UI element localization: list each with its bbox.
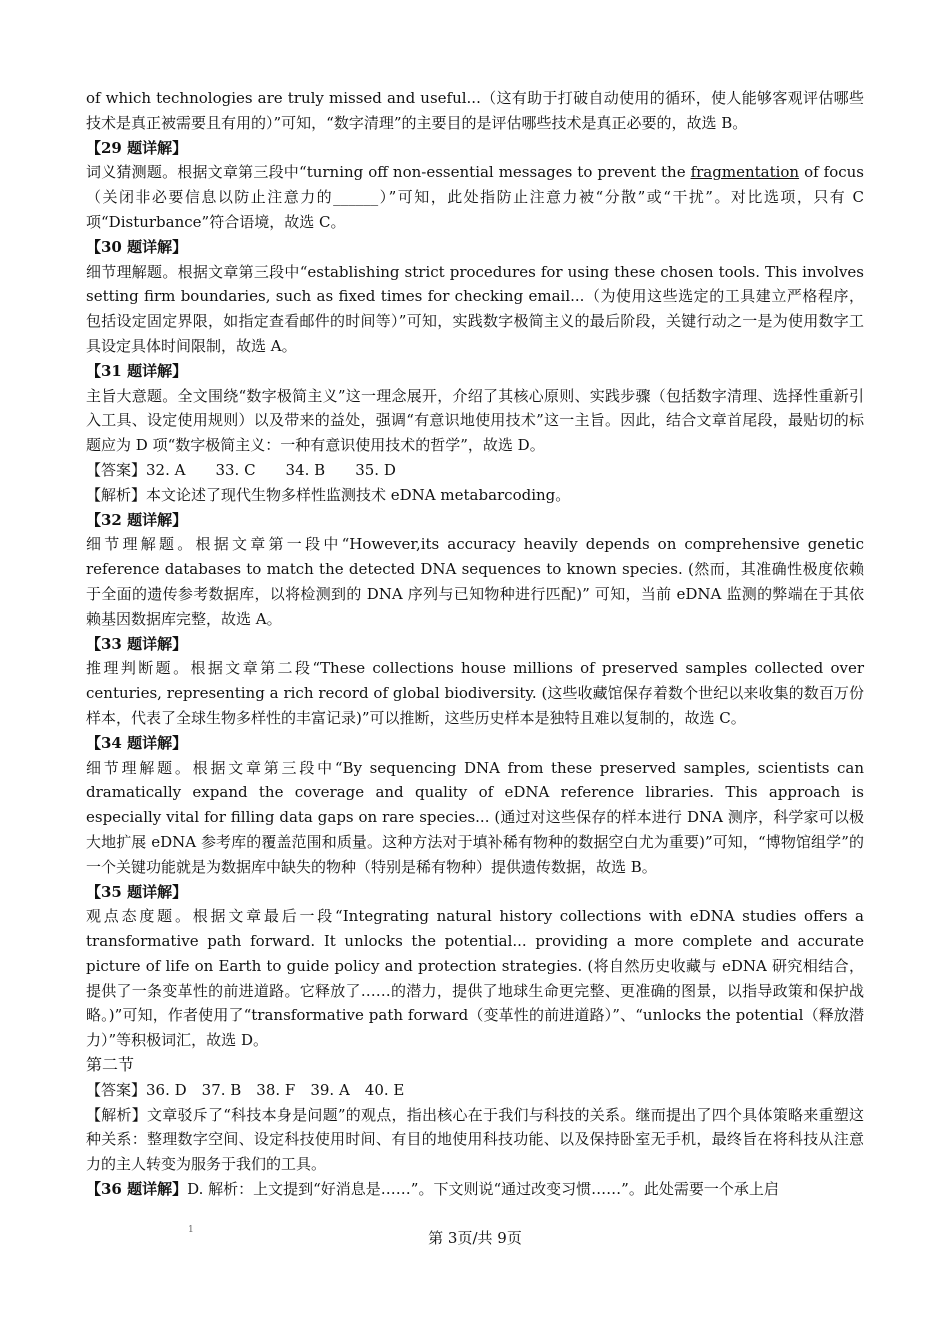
answers-36-40: 【答案】36. D 37. B 38. F 39. A 40. E bbox=[86, 1080, 405, 1099]
document-body bbox=[86, 86, 864, 1202]
paragraph-33: 推理判断题。根据文章第二段“These collections house millions of preserved samples collected over centuries, representing a rich record of global biodiversity. (这些收藏馆保存着数个世纪以来收集的数百万份样本，代表了全球生物多样性的丰富记录)”可以推断，这些历史样本是独特且难以复制的，故选 C。 bbox=[86, 659, 864, 727]
heading-29: 【29 题详解】 bbox=[86, 138, 188, 157]
heading-30: 【30 题详解】 bbox=[86, 237, 188, 256]
heading-31: 【31 题详解】 bbox=[86, 361, 188, 380]
paragraph-35: 观点态度题。根据文章最后一段“Integrating natural history collections with eDNA studies offers a transformative path forward. It unlocks the potential... providing a more complete and accurate picture of life on Earth to guide policy and protection strategies. (将自然历史收藏与 eDNA 研究相结合，提供了一条变革性的前进道路。它释放了……的潜力，提供了地球生命更完整、更准确的图景，以指导政策和保护战略。)”可知，作者使用了“transformative path forward（变革性的前进道路）”、“unlocks the potential（释放潜力）”等积极词汇，故选 D。 bbox=[86, 907, 864, 1050]
heading-32: 【32 题详解】 bbox=[86, 510, 188, 529]
paragraph-30: 细节理解题。根据文章第三段中“establishing strict procedures for using these chosen tools. This involves setting firm boundaries, such as fixed times for checking email...（为使用这些选定的工具建立严格程序，包括设定固定界限，如指定查看邮件的时间等）”可知，实践数字极简主义的最后阶段，关键行动之一是为使用数字工具设定具体时间限制，故选 A。 bbox=[86, 262, 864, 355]
p29-pre: 词义猜测题。根据文章第三段中“turning off non-essential messages to prevent the bbox=[86, 163, 691, 182]
p36-text: D. 解析：上文提到“好消息是……”。下文则说“通过改变习惯……”。此处需要一个承上启 bbox=[187, 1180, 779, 1199]
page-mark: 1 bbox=[188, 1225, 194, 1235]
heading-35: 【35 题详解】 bbox=[86, 882, 188, 901]
paragraph-31: 主旨大意题。全文围绕“数字极简主义”这一理念展开，介绍了其核心原则、实践步骤（包括数字清理、选择性重新引入工具、设定使用规则）以及带来的益处，强调“有意识地使用技术”这一主旨。因此，结合文章首尾段，最贴切的标题应为 D 项“数字极简主义：一种有意识使用技术的哲学”，故选 D。 bbox=[86, 386, 864, 455]
analysis-32-35: 【解析】本文论述了现代生物多样性监测技术 eDNA metabarcoding。 bbox=[86, 485, 571, 504]
paragraph-34: 细节理解题。根据文章第三段中“By sequencing DNA from these preserved samples, scientists can dramatically expand the coverage and quality of eDNA reference libraries. This approach is especially vital for filling data gaps on rare species... (通过对这些保存的样本进行 DNA 测序，科学家可以极大地扩展 eDNA 参考库的覆盖范围和质量。这种方法对于填补稀有物种的数据空白尤为重要)”可知，“博物馆组学”的一个关键功能就是为数据库中缺失的物种（特别是稀有物种）提供遗传数据，故选 B。 bbox=[86, 758, 864, 876]
heading-36: 【36 题详解】 bbox=[86, 1180, 188, 1199]
p29-post: of focus（关闭非必要信息以防止注意力的______）”可知，此处指防止注意力被“分散”或“干扰”。对比选项，只有 C 项“Disturbance”符合语境，故选 C。 bbox=[86, 163, 864, 231]
heading-34: 【34 题详解】 bbox=[86, 733, 188, 752]
paragraph-28-tail: of which technologies are truly missed and useful...（这有助于打破自动使用的循环，使人能够客观评估哪些技术是真正被需要且有用的）”可知，“数字清理”的主要目的是评估哪些技术是真正必要的，故选 B。 bbox=[86, 89, 864, 132]
heading-33: 【33 题详解】 bbox=[86, 634, 188, 653]
underlined-word: fragmentation bbox=[690, 163, 800, 182]
paragraph-36 bbox=[86, 1177, 864, 1202]
page-footer: 第 3页/共 9页 bbox=[428, 1229, 522, 1247]
paragraph-32: 细节理解题。根据文章第一段中“However,its accuracy heavily depends on comprehensive genetic reference databases to match the detected DNA sequences to known species. (然而，其准确性极度依赖于全面的遗传参考数据库，以将检测到的 DNA 序列与已知物种进行匹配)” 可知，当前 eDNA 监测的弊端在于其依赖基因数据库完整，故选 A。 bbox=[86, 535, 864, 628]
answers-32-35: 【答案】32. A 33. C 34. B 35. D bbox=[86, 460, 396, 479]
analysis-36-40: 【解析】文章驳斥了“科技本身是问题”的观点，指出核心在于我们与科技的关系。继而提出了四个具体策略来重塑这种关系：整理数字空间、设定科技使用时间、有目的地使用科技功能、以及保持卧室无手机，最终旨在将科技从注意力的主人转变为服务于我们的工具。 bbox=[86, 1105, 864, 1174]
section-2-title: 第二节 bbox=[86, 1055, 135, 1075]
paragraph-29 bbox=[86, 160, 864, 234]
